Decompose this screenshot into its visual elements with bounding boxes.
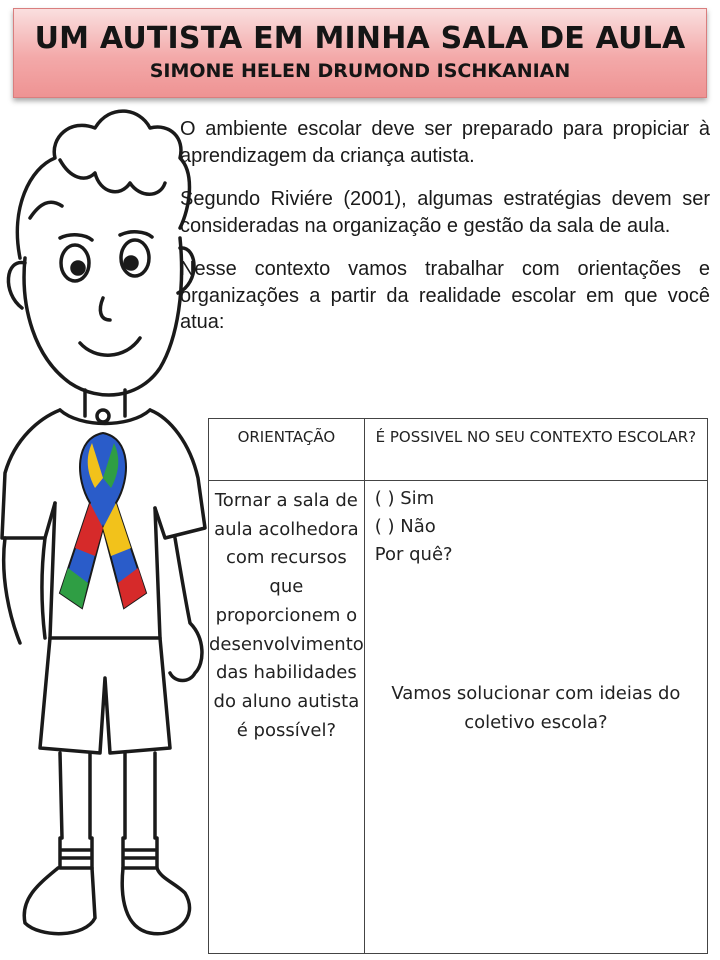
why-label: Por quê?	[374, 544, 453, 565]
page-title: UM AUTISTA EM MINHA SALA DE AULA	[34, 21, 686, 56]
option-no[interactable]: ( ) Não	[374, 516, 436, 537]
puzzle-ribbon-icon	[60, 433, 146, 608]
intro-text	[180, 116, 710, 353]
option-yes[interactable]: ( ) Sim	[374, 488, 435, 509]
orientation-cell: Tornar a sala de aula acolhedora com recursos que proporcionem o desenvolvimento das habilidades do aluno autista é possível?	[209, 481, 365, 954]
intro-paragraph-1: O ambiente escolar deve ser preparado para propiciar à aprendizagem da criança autista.	[180, 118, 710, 167]
header-possible: É POSSIVEL NO SEU CONTEXTO ESCOLAR?	[364, 419, 707, 481]
answer-cell	[364, 481, 707, 954]
author-name: SIMONE HELEN DRUMOND ISCHKANIAN	[149, 60, 571, 82]
solution-prompt: Vamos solucionar com ideias do coletivo escola?	[391, 683, 681, 733]
intro-paragraph-2: Segundo Riviére (2001), algumas estratégias devem ser consideradas na organização e gestão da sala de aula.	[180, 188, 710, 237]
header-orientation: ORIENTAÇÃO	[209, 419, 365, 481]
boy-illustration	[0, 98, 210, 960]
title-banner	[13, 8, 707, 98]
intro-paragraph-3: Nesse contexto vamos trabalhar com orientações e organizações a partir da realidade escolar em que você atua:	[180, 258, 710, 333]
orientation-table	[208, 418, 708, 954]
